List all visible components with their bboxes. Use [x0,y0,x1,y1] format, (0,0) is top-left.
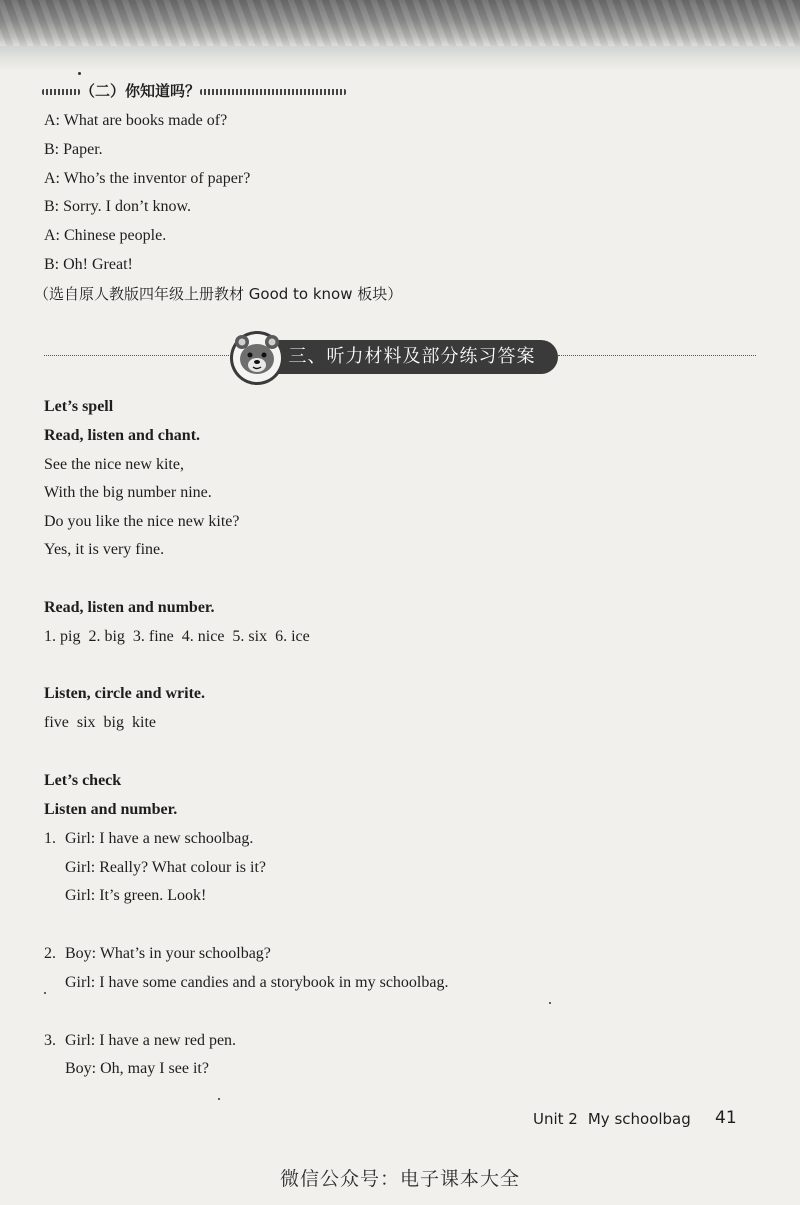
chant-line: Do you like the nice new kite? [44,513,240,530]
section-three-title: 三、听力材料及部分练习答案 [288,346,536,367]
dialogue-line: B: Paper. [44,141,103,158]
page-number: 41 [715,1108,737,1128]
chant-line: Yes, it is very fine. [44,541,165,558]
wavy-rule-left [42,89,80,95]
unit-title: My schoolbag [587,1110,691,1128]
dialogue-line: A: What are books made of? [44,112,228,129]
dialogue-line: Girl: Really? What colour is it? [65,859,266,876]
wavy-rule-right [200,89,346,95]
lets-check-heading: Let’s check [44,772,122,789]
number-answers: 1. pig 2. big 3. fine 4. nice 5. six 6. ice [44,628,310,645]
dialogue-line: Girl: It’s green. Look! [65,887,207,904]
dialogue-line: Boy: What’s in your schoolbag? [65,945,271,962]
chant-line: With the big number nine. [44,484,212,501]
dotted-rule-left [44,355,229,356]
item-number: 1. [44,830,56,847]
section-two-title [42,80,346,101]
top-photo-band [0,0,800,46]
ink-dot [549,1002,551,1004]
circle-write-heading: Listen, circle and write. [44,685,206,702]
item-number: 3. [44,1032,56,1049]
chant-line: See the nice new kite, [44,456,184,473]
dialogue-line: B: Oh! Great! [44,256,133,273]
item-number: 2. [44,945,56,962]
lets-spell-heading: Let’s spell [44,398,114,415]
unit-label: Unit 2 [533,1110,578,1128]
wechat-watermark: 微信公众号：电子课本大全 [279,1168,520,1190]
dialogue-line: A: Chinese people. [44,227,167,244]
dialogue-line: B: Sorry. I don’t know. [44,198,191,215]
number-heading: Read, listen and number. [44,599,215,616]
dialogue-line: Girl: I have some candies and a storybook in my schoolbag. [65,974,449,991]
dotted-rule-right [558,355,756,356]
ink-dot [218,1098,220,1100]
bear-icon [227,326,287,386]
page-edge-shadow [0,46,800,72]
source-note: （选自原人教版四年级上册教材 Good to know 板块） [34,285,403,303]
ink-dot [78,72,81,75]
running-footer [533,1110,691,1128]
dialogue-line: Girl: I have a new schoolbag. [65,830,254,847]
dialogue-line: Boy: Oh, may I see it? [65,1060,209,1077]
circle-write-answers: five six big kite [44,714,156,731]
dialogue-line: A: Who’s the inventor of paper? [44,170,251,187]
section-two-title-text: （二）你知道吗？ [80,82,201,100]
dialogue-line: Girl: I have a new red pen. [65,1032,237,1049]
ink-dot [44,992,46,994]
listen-number-heading: Listen and number. [44,801,178,818]
chant-heading: Read, listen and chant. [44,427,201,444]
